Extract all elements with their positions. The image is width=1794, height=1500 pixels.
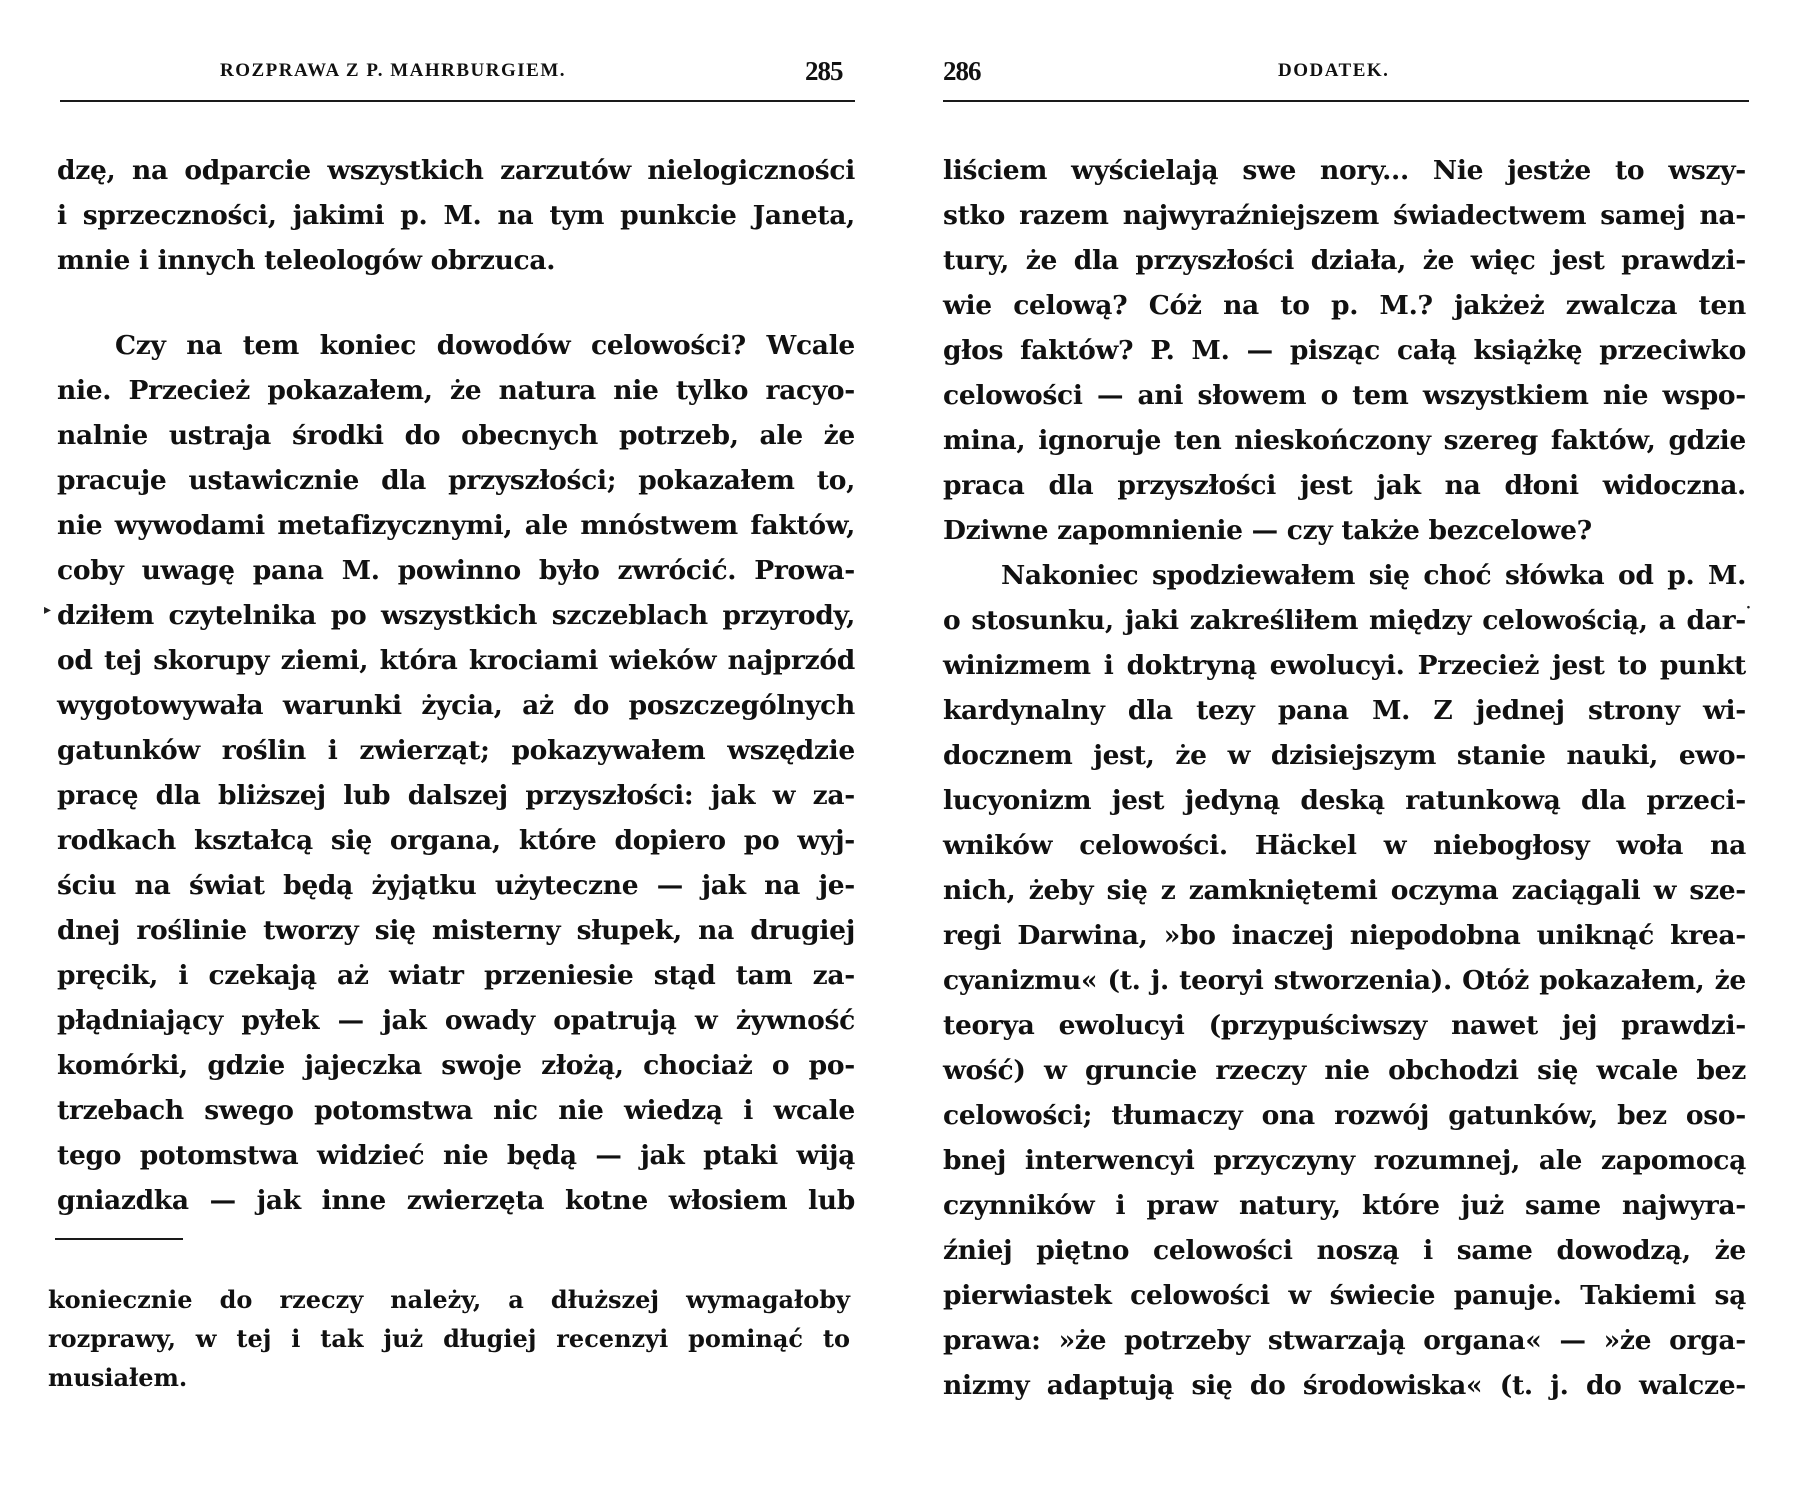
text-line: Dziwne zapomnienie — czy także bezcelowe? [943, 515, 1592, 546]
page-number: 285 [805, 56, 843, 86]
scan-artifact-dot: · [1746, 600, 1751, 616]
text-line: praca dla przyszłości jest jak na dłoni widoczna. [943, 470, 1746, 501]
text-line: płądniający pyłek — jak owady opatrują w żywność [57, 1005, 855, 1036]
text-line: i sprzeczności, jakimi p. M. na tym punkcie Janeta, [57, 200, 855, 231]
running-head-right [943, 56, 1743, 86]
text-line: ściu na świat będą żyjątku użyteczne — jak na je- [57, 870, 855, 901]
text-line: głos faktów? P. M. — pisząc całą książkę przeciwko [943, 335, 1746, 366]
text-line: czynników i praw natury, które już same najwyra- [943, 1190, 1746, 1221]
footnote-line: musiałem. [48, 1363, 188, 1392]
text-line: coby uwagę pana M. powinno było zwrócić. Prowa- [57, 555, 855, 586]
text-line: gatunków roślin i zwierząt; pokazywałem wszędzie [57, 735, 855, 766]
text-line: od tej skorupy ziemi, która krociami wieków najprzód [57, 645, 855, 676]
running-title: ROZPRAWA Z P. MAHRBURGIEM. [220, 60, 567, 81]
text-line: tego potomstwa widzieć nie będą — jak ptaki wiją [57, 1140, 855, 1171]
text-line: dnej roślinie tworzy się misterny słupek, na drugiej [57, 915, 855, 946]
text-line: komórki, gdzie jajeczka swoje złożą, chociaż o po- [57, 1050, 855, 1081]
text-line: pręcik, i czekają aż wiatr przeniesie stąd tam za- [57, 960, 855, 991]
text-line: o stosunku, jaki zakreśliłem między celowością, a dar- [943, 605, 1746, 636]
text-line: trzebach swego potomstwa nic nie wiedzą i wcale [57, 1095, 855, 1126]
running-head-left [60, 56, 860, 86]
text-line: teorya ewolucyi (przypuściwszy nawet jej prawdzi- [943, 1010, 1746, 1041]
text-line: lucyonizm jest jedyną deską ratunkową dla przeci- [943, 785, 1746, 816]
text-line: mnie i innych teleologów obrzuca. [57, 245, 556, 276]
text-line: dziłem czytelnika po wszystkich szczeblach przyrody, [57, 600, 855, 631]
text-line: kardynalny dla tezy pana M. Z jednej strony wi- [943, 695, 1746, 726]
text-line: pracuje ustawicznie dla przyszłości; pokazałem to, [57, 465, 855, 496]
text-line: liściem wyścielają swe nory... Nie jestże to wszy- [943, 155, 1746, 186]
text-line: wie celową? Cóż na to p. M.? jakżeż zwalcza ten [943, 290, 1746, 321]
text-line: nizmy adaptują się do środowiska« (t. j. do walcze- [943, 1370, 1746, 1401]
text-line: celowości; tłumaczy ona rozwój gatunków, bez oso- [943, 1100, 1746, 1131]
text-line: tury, że dla przyszłości działa, że więc jest prawdzi- [943, 245, 1746, 276]
running-title: DODATEK. [1278, 60, 1390, 81]
text-line: Nakoniec spodziewałem się choć słówka od p. M. [1001, 560, 1746, 591]
body-text [57, 148, 855, 1223]
paragraph-gap [57, 283, 855, 323]
text-line: nie. Przecież pokazałem, że natura nie tylko racyo- [57, 375, 855, 406]
text-line: stko razem najwyraźniejszem świadectwem samej na- [943, 200, 1746, 231]
footnote-line: rozprawy, w tej i tak już długiej recenzyi pominąć to [48, 1324, 850, 1353]
text-line: wygotowywała warunki życia, aż do poszczególnych [57, 690, 855, 721]
text-line: cyanizmu« (t. j. teoryi stworzenia). Otóż pokazałem, że [943, 965, 1746, 996]
page-number: 286 [943, 56, 981, 86]
text-line: Czy na tem koniec dowodów celowości? Wcale [115, 330, 855, 361]
text-line: docznem jest, że w dzisiejszym stanie nauki, ewo- [943, 740, 1746, 771]
text-line: gniazdka — jak inne zwierzęta kotne włosiem lub [57, 1185, 855, 1216]
text-line: nie wywodami metafizycznymi, ale mnóstwem faktów, [57, 510, 855, 541]
text-line: nalnie ustraja środki do obecnych potrzeb, ale że [57, 420, 855, 451]
text-line: mina, ignoruje ten nieskończony szereg faktów, gdzie [943, 425, 1746, 456]
text-line: bnej interwencyi przyczyny rozumnej, ale zapomocą [943, 1145, 1746, 1176]
footnote-line: koniecznie do rzeczy należy, a dłuższej wymagałoby [48, 1285, 850, 1314]
text-line: celowości — ani słowem o tem wszystkiem nie wspo- [943, 380, 1746, 411]
text-line: źniej piętno celowości noszą i same dowodzą, że [943, 1235, 1746, 1266]
text-line: wość) w gruncie rzeczy nie obchodzi się wcale bez [943, 1055, 1746, 1086]
text-line: wników celowości. Häckel w niebogłosy woła na [943, 830, 1746, 861]
text-line: rodkach kształcą się organa, które dopiero po wyj- [57, 825, 855, 856]
text-line: pracę dla bliższej lub dalszej przyszłości: jak w za- [57, 780, 855, 811]
text-line: winizmem i doktryną ewolucyi. Przecież jest to punkt [943, 650, 1746, 681]
header-rule [60, 100, 855, 102]
text-line: prawa: »że potrzeby stwarzają organa« — »że orga- [943, 1325, 1746, 1356]
header-rule [943, 100, 1749, 102]
scan-artifact-mark: ▸ [44, 602, 52, 618]
body-text [943, 148, 1746, 1408]
text-line: regi Darwina, »bo inaczej niepodobna uniknąć krea- [943, 920, 1746, 951]
footnote-rule [55, 1238, 183, 1240]
text-line: nich, żeby się z zamkniętemi oczyma zaciągali w sze- [943, 875, 1746, 906]
footnote [48, 1280, 850, 1397]
text-line: pierwiastek celowości w świecie panuje. Takiemi są [943, 1280, 1746, 1311]
right-page [897, 0, 1794, 1500]
text-line: dzę, na odparcie wszystkich zarzutów nielogiczności [57, 155, 855, 186]
